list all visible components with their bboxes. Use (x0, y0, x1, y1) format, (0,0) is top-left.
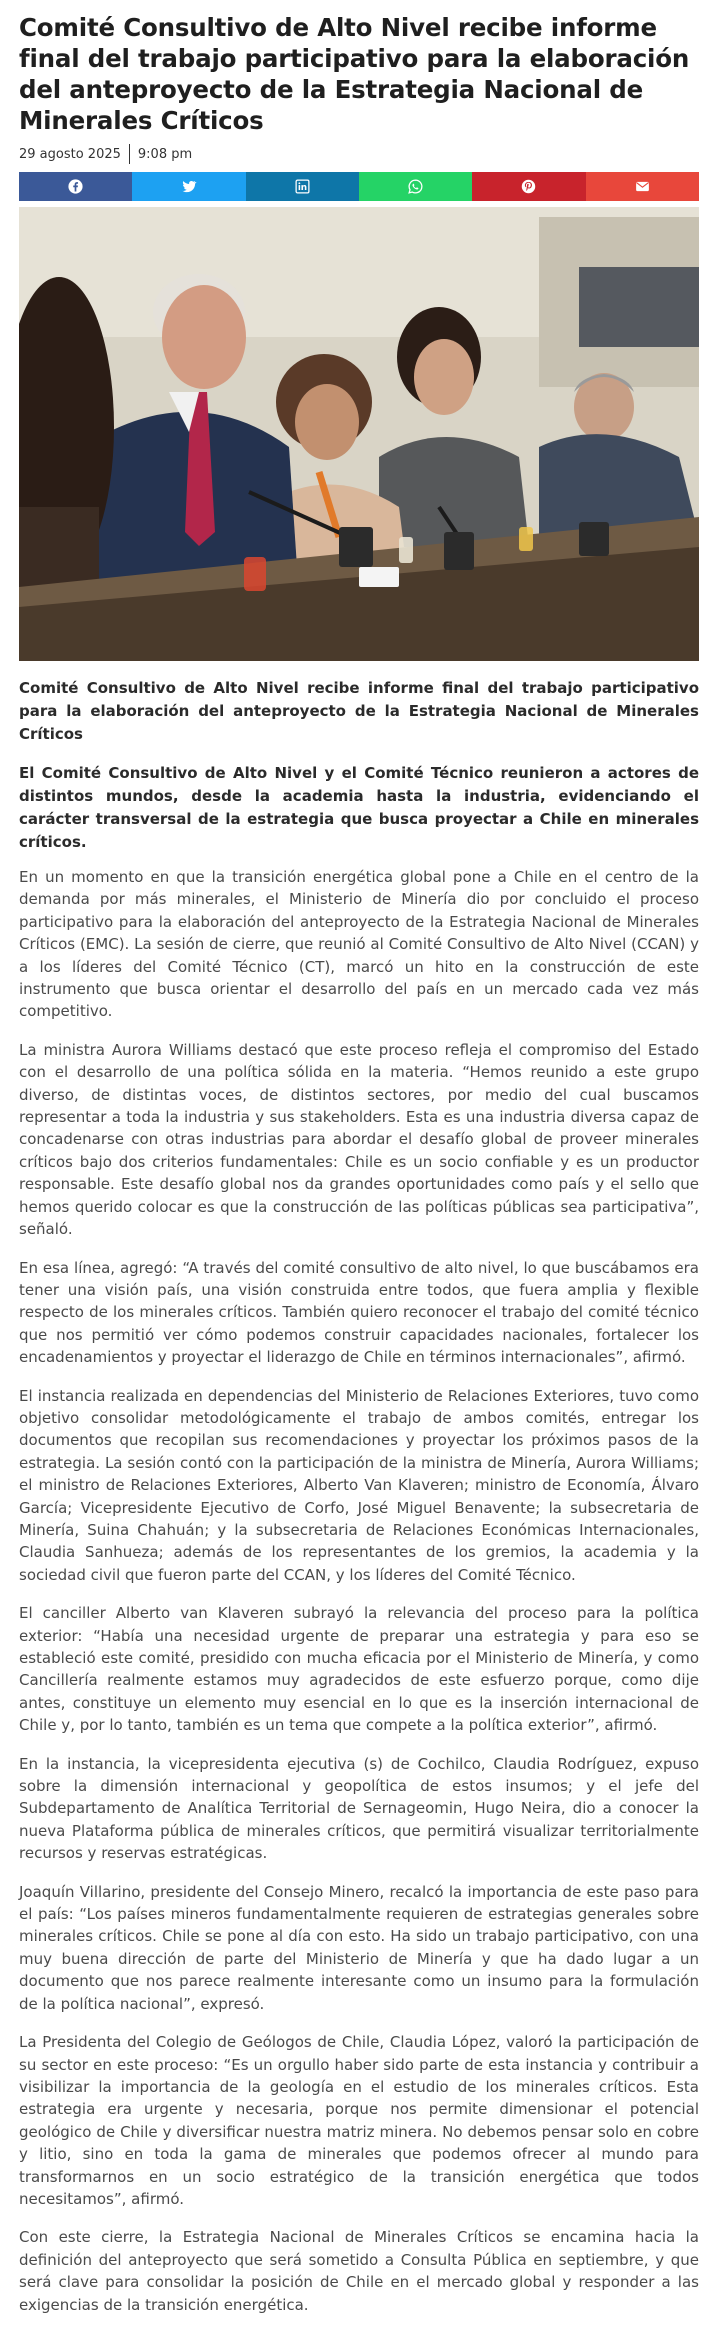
facebook-icon (67, 178, 84, 195)
article-paragraph: Con este cierre, la Estrategia Nacional de Minerales Críticos se encamina hacia la definición del anteproyecto que será sometido a Consulta Pública en septiembre, y que será clave para consolidar la posición de Chile en el mercado global y responder a las exigencias de la transición energética. (19, 2228, 699, 2314)
share-email-button[interactable] (586, 172, 699, 201)
share-facebook-button[interactable] (19, 172, 132, 201)
article-title: Comité Consultivo de Alto Nivel recibe informe final del trabajo participativo para la elaboración del anteproyecto de la Estrategia Nacional de Minerales Críticos (19, 13, 690, 135)
publish-time: 9:08 pm (137, 146, 193, 162)
twitter-icon (180, 178, 197, 195)
photo-caption: Comité Consultivo de Alto Nivel recibe informe final del trabajo participativo para la elaboración del anteproyecto de la Estrategia Nacional de Minerales Críticos (19, 679, 699, 743)
article-meta (19, 142, 699, 166)
article-paragraph: La Presidenta del Colegio de Geólogos de Chile, Claudia López, valoró la participación de su sector en este proceso: “Es un orgullo haber sido parte de esta instancia y contribuir a visibilizar la importancia de la geología en el estudio de los minerales críticos. Esta estrategia era urgente y necesaria, porque nos permite dimensionar el potencial geológico de Chile y diversificar nuestra matriz minera. No debemos pensar solo en cobre y litio, sino en toda la gama de minerales que podemos ofrecer al mundo para transformarnos en un socio estratégico de la transición energética que todos necesitamos”, afirmó. (19, 2033, 699, 2208)
article-paragraph: El instancia realizada en dependencias del Ministerio de Relaciones Exteriores, tuvo como objetivo consolidar metodológicamente el trabajo de ambos comités, entregar los documentos que recopilan sus recomendaciones y proyectar los próximos pasos de la estrategia. La sesión contó con la participación de la ministra de Minería, Aurora Williams; el ministro de Relaciones Exteriores, Alberto Van Klaveren; ministro de Economía, Álvaro García; Vicepresidente Ejecutivo de Corfo, José Miguel Benavente; la subsecretaria de Minería, Suina Chahuán; y la subsecretaria de Relaciones Económicas Internacionales, Claudia Sanhueza; además de los representantes de los gremios, la academia y la sociedad civil que fueron parte del CCAN, y los líderes del Comité Técnico. (19, 1386, 699, 1584)
pinterest-icon (520, 178, 537, 195)
article-paragraph: El canciller Alberto van Klaveren subrayó la relevancia del proceso para la política exterior: “Había una necesidad urgente de preparar una estrategia y para eso se estableció este comité, presidido con mucha eficacia por el Ministerio de Minería, y como Cancillería realmente estamos muy agradecidos de este esfuerzo porque, como dije antes, constituye un elemento muy esencial en lo que es la inserción internacional de Chile y, por lo tanto, también es un tema que compete a la política exterior”, afirmó. (19, 1604, 699, 1735)
share-linkedin-button[interactable] (246, 172, 359, 201)
article (19, 0, 699, 2316)
article-paragraph: La ministra Aurora Williams destacó que este proceso refleja el compromiso del Estado con el desarrollo de una política sólida en la materia. “Hemos reunido a este grupo diverso, de distintas voces, de distintos sectores, por medio del cual buscamos representar a toda la industria y sus stakeholders. Esta es una industria diversa capaz de concadenarse con otras industrias para abordar el desafío global de proveer minerales críticos bajo dos criterios fundamentales: Chile es un socio confiable y es un productor responsable. Este desafío global nos da grandes oportunidades como país y el sello que hemos querido colocar es que la construcción de las políticas públicas sea participativa”, señaló. (19, 1040, 699, 1239)
linkedin-icon (294, 178, 311, 195)
meta-divider (129, 144, 130, 164)
article-paragraph: Joaquín Villarino, presidente del Consejo Minero, recalcó la importancia de este paso para el país: “Los países mineros fundamentalmente requieren de estrategias generales sobre minerales críticos. Chile se pone al día con esto. Ha sido un trabajo participativo, con una muy buena dirección de parte del Ministerio de Minería y que ha dado lugar a un documento que nos parece realmente interesante como un insumo para la formulación de la política nacional”, expresó. (19, 1882, 699, 2013)
whatsapp-icon (407, 178, 424, 195)
article-paragraph: En esa línea, agregó: “A través del comité consultivo de alto nivel, lo que buscábamos era tener una visión país, una visión construida entre todos, que fuera amplia y flexible respecto de los minerales críticos. También quiero reconocer el trabajo del comité técnico que nos permitió ver cómo podemos construir capacidades nacionales, fortalecer los encadenamientos y proyectar el liderazgo de Chile en términos internacionales”, afirmó. (19, 1258, 699, 1367)
article-photo (19, 207, 699, 661)
meeting-photo-illustration (19, 207, 699, 661)
article-paragraph: En la instancia, la vicepresidenta ejecutiva (s) de Cochilco, Claudia Rodríguez, expuso sobre la dimensión internacional y geopolítica de estos insumos; y el jefe del Subdepartamento de Analítica Territorial de Sernageomin, Hugo Neira, dio a conocer la nueva Plataforma pública de minerales críticos, que permitirá visualizar territorialmente recursos y reservas estratégicas. (19, 1754, 699, 1863)
email-icon (634, 178, 651, 195)
share-pinterest-button[interactable] (472, 172, 585, 201)
share-twitter-button[interactable] (132, 172, 245, 201)
share-whatsapp-button[interactable] (359, 172, 472, 201)
article-lead: El Comité Consultivo de Alto Nivel y el Comité Técnico reunieron a actores de distintos mundos, desde la academia hasta la industria, evidenciando el carácter transversal de la estrategia que busca proyectar a Chile en minerales críticos. (19, 764, 699, 851)
share-bar (19, 172, 699, 201)
article-paragraph: En un momento en que la transición energética global pone a Chile en el centro de la demanda por más minerales, el Ministerio de Minería dio por concluido el proceso participativo para la elaboración del anteproyecto de la Estrategia Nacional de Minerales Críticos (EMC). La sesión de cierre, que reunió al Comité Consultivo de Alto Nivel (CCAN) y a los líderes del Comité Técnico (CT), marcó un hito en la construcción de este instrumento que busca orientar el desarrollo del país en un mercado cada vez más competitivo. (19, 868, 699, 1021)
publish-date: 29 agosto 2025 (19, 146, 121, 162)
